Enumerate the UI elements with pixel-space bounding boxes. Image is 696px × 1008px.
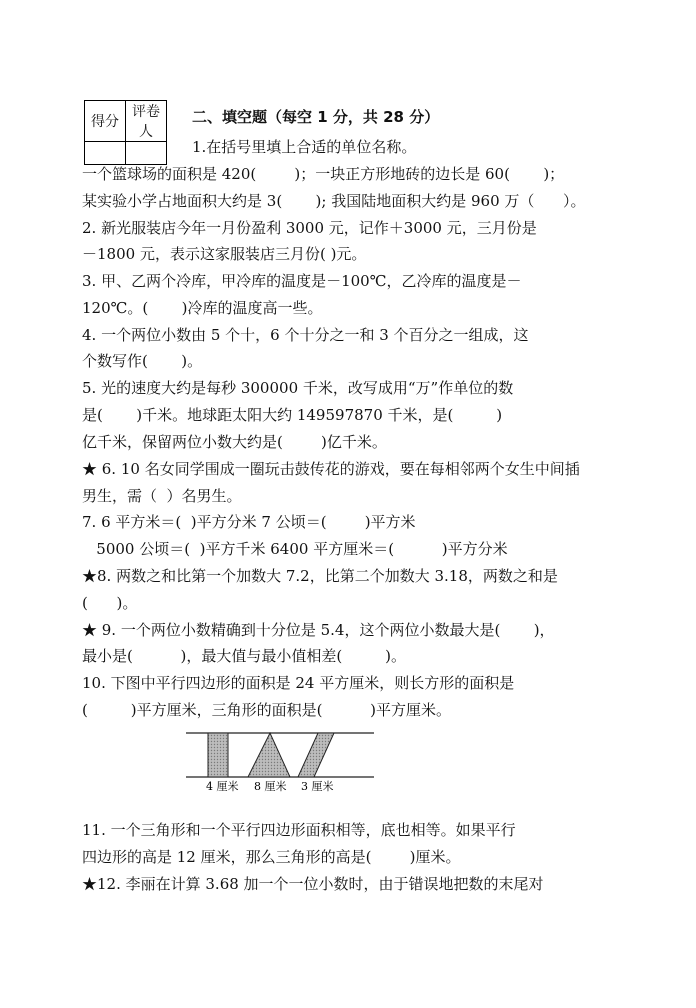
question-line-23: 11. 一个三角形和一个平行四边形面积相等，底也相等。如果平行 (82, 821, 516, 839)
score-table (84, 100, 167, 165)
question-line-10: 5. 光的速度大约是每秒 300000 千米，改写成用“万”作单位的数 (82, 379, 514, 397)
parallelogram-shape (298, 733, 334, 777)
question-line-2: 一个篮球场的面积是 420( )；一块正方形地砖的边长是 60( )； (82, 165, 565, 183)
geometry-figure (186, 728, 376, 794)
question-line-25: ★12. 李丽在计算 3.68 加一个一位小数时，由于错误地把数的末尾对 (82, 875, 544, 893)
question-line-12: 亿千米，保留两位小数大约是( )亿千米。 (82, 433, 387, 451)
question-line-17: ★8. 两数之和比第一个加数大 7.2，比第二个加数大 3.18，两数之和是 (82, 567, 558, 585)
question-line-20: 最小是( )，最大值与最小值相差( )。 (82, 647, 407, 665)
score-header: 得分 (85, 101, 126, 142)
question-line-21: 10. 下图中平行四边形的面积是 24 平方厘米，则长方形的面积是 (82, 674, 515, 692)
question-line-6: 3. 甲、乙两个冷库，甲冷库的温度是－100℃，乙冷库的温度是－ (82, 272, 522, 290)
question-line-11: 是( )千米。地球距太阳大约 149597870 千米，是( ) (82, 406, 503, 424)
question-line-22: ( )平方厘米，三角形的面积是( )平方厘米。 (82, 701, 452, 719)
grader-cell[interactable] (126, 142, 167, 165)
grader-header: 评卷人 (126, 101, 167, 142)
question-line-4: 2. 新光服装店今年一月份盈利 3000 元，记作＋3000 元，三月份是 (82, 219, 537, 237)
question-line-1: 1.在括号里填上合适的单位名称。 (192, 138, 417, 156)
question-line-5: －1800 元，表示这家服装店三月份( )元。 (82, 245, 367, 263)
section-title: 二、填空题（每空 1 分，共 28 分） (192, 108, 440, 126)
label-8cm: 8 厘米 (254, 780, 287, 793)
question-line-9: 个数写作( )。 (82, 352, 203, 370)
question-line-3: 某实验小学占地面积大约是 3( ); 我国陆地面积大约是 960 万（ ）。 (82, 192, 586, 210)
question-line-24: 四边形的高是 12 厘米，那么三角形的高是( )厘米。 (82, 848, 461, 866)
score-cell[interactable] (85, 142, 126, 165)
question-line-13: ★ 6. 10 名女同学围成一圈玩击鼓传花的游戏，要在每相邻两个女生中间插 (82, 460, 580, 478)
question-line-19: ★ 9. 一个两位小数精确到十分位是 5.4，这个两位小数最大是( )， (82, 621, 555, 639)
label-4cm: 4 厘米 (206, 780, 239, 793)
question-line-16: 5000 公顷＝( )平方千米 6400 平方厘米＝( )平方分米 (82, 540, 508, 558)
rectangle-shape (208, 733, 228, 777)
question-line-14: 男生，需（ ）名男生。 (82, 487, 242, 505)
label-3cm: 3 厘米 (301, 780, 334, 793)
question-line-7: 120℃。( )冷库的温度高一些。 (82, 299, 323, 317)
triangle-shape (248, 733, 290, 777)
question-line-18: ( )。 (82, 594, 138, 612)
question-line-8: 4. 一个两位小数由 5 个十，6 个十分之一和 3 个百分之一组成，这 (82, 326, 529, 344)
question-line-15: 7. 6 平方米＝( )平方分米 7 公顷＝( )平方米 (82, 513, 416, 531)
